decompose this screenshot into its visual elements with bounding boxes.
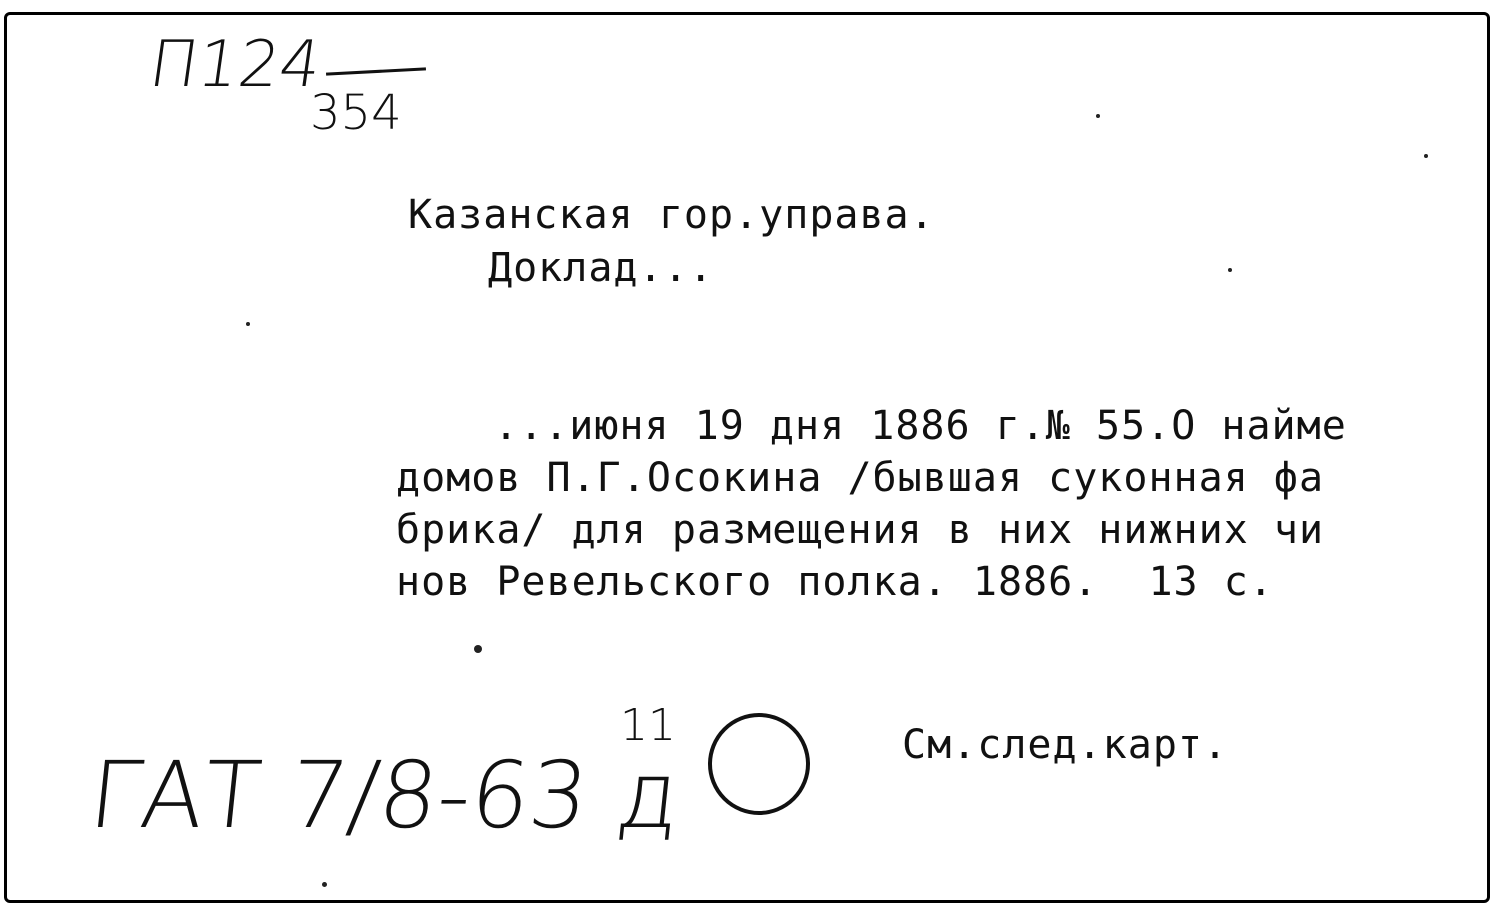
archive-code-superscript: 11 — [620, 700, 676, 751]
ink-speck — [1424, 154, 1428, 158]
card-body-line: брика/ для размещения в них нижних чи — [396, 507, 1325, 553]
catalog-number-sub: 354 — [310, 85, 402, 141]
ink-speck — [246, 322, 250, 326]
archive-code: ГАТ 7/8-63 д — [84, 742, 686, 849]
card-body-line: нов Ревельского полка. 1886. 13 с. — [396, 559, 1274, 605]
card-header-line-2: Доклад... — [488, 245, 714, 291]
card-body-line: домов П.Г.Осокина /бывшая суконная фа — [396, 455, 1325, 501]
card-header-line-1: Казанская гор.управа. — [408, 192, 935, 238]
catalog-number-main: П124 — [144, 28, 326, 102]
see-next-card-note: См.след.карт. — [902, 722, 1229, 768]
circle-mark-icon — [708, 713, 810, 815]
ink-speck — [474, 645, 482, 653]
ink-speck — [1096, 114, 1100, 118]
ink-speck — [1228, 268, 1232, 272]
card-body-line: ...июня 19 дня 1886 г.№ 55.О найме — [494, 403, 1347, 449]
ink-speck — [322, 882, 327, 887]
